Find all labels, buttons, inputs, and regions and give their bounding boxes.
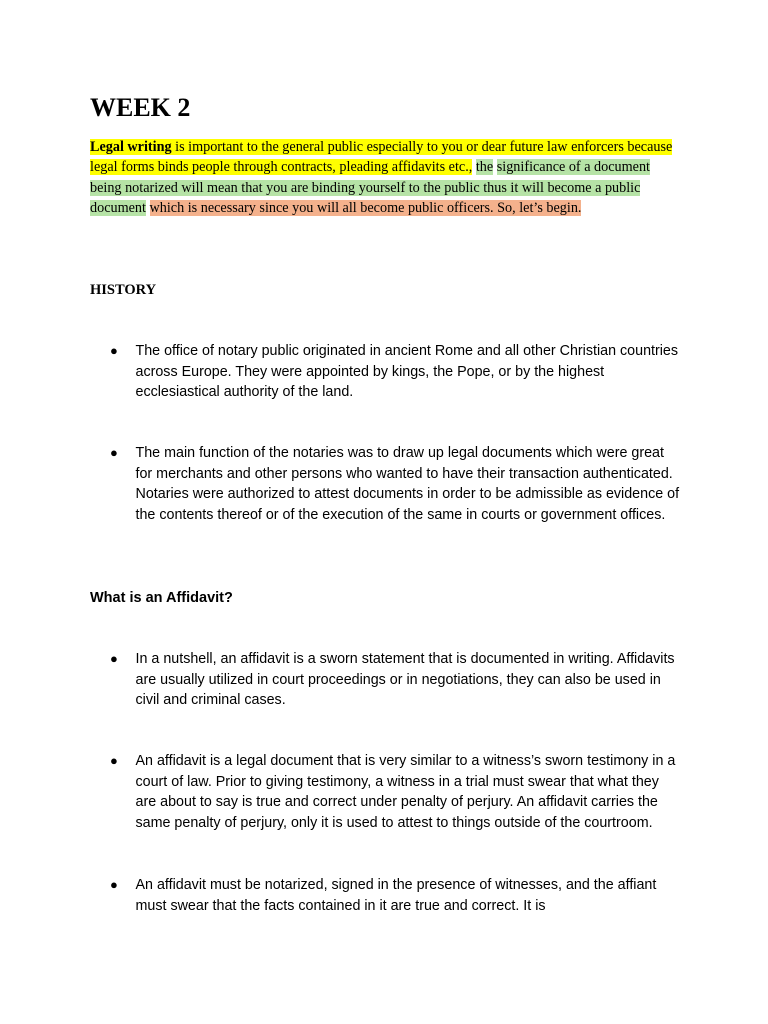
bullet-icon: ● xyxy=(110,877,118,892)
intro-paragraph xyxy=(90,137,678,219)
affidavit-heading: What is an Affidavit? xyxy=(90,590,233,606)
bullet-icon: ● xyxy=(110,753,118,768)
list-item xyxy=(110,443,680,525)
list-item xyxy=(110,341,680,403)
intro-highlight-green-b: significance of a document being notarized will mean that you are binding yourself to the public thus it will become a public document xyxy=(90,159,650,217)
bullet-icon: ● xyxy=(110,343,118,358)
intro-text-yellow: is important to the general public especially to you or dear future law enforcers because legal forms binds people through contracts, pleading affidavits etc., xyxy=(90,139,673,176)
list-item xyxy=(110,875,680,916)
intro-highlight-green-a: the xyxy=(475,159,494,176)
list-item xyxy=(110,649,680,711)
list-item xyxy=(110,751,680,833)
list-item-text: In a nutshell, an affidavit is a sworn statement that is documented in writing. Affidavits are usually utilized in court proceedings or in negotiations, they can also be used in civil and criminal cases. xyxy=(135,651,675,709)
bullet-icon: ● xyxy=(110,651,118,666)
list-item-text: An affidavit is a legal document that is very similar to a witness’s sworn testimony in a court of law. Prior to giving testimony, a witness in a trial must swear that what they are about to say is true and correct under penalty of perjury. An affidavit carries the same penalty of perjury, only it is used to attest to things outside of the courtroom. xyxy=(135,753,676,831)
page-title: WEEK 2 xyxy=(90,93,191,122)
intro-bold-term: Legal writing xyxy=(90,139,172,155)
list-item-text: An affidavit must be notarized, signed in the presence of witnesses, and the affiant must swear that the facts contained in it are true and correct. It is xyxy=(135,877,657,914)
intro-highlight-orange: which is necessary since you will all become public officers. So, let’s begin. xyxy=(149,200,582,217)
history-heading: HISTORY xyxy=(90,282,157,298)
bullet-icon: ● xyxy=(110,445,118,460)
list-item-text: The main function of the notaries was to draw up legal documents which were great for merchants and other persons who wanted to have their transaction authenticated. Notaries were authorized to attest documents in order to be admissible as evidence of the contents thereof or of the execution of the same in courts or government offices. xyxy=(135,445,680,523)
list-item-text: The office of notary public originated in ancient Rome and all other Christian countries across Europe. They were appointed by kings, the Pope, or by the highest ecclesiastical authority of the land. xyxy=(135,343,679,401)
